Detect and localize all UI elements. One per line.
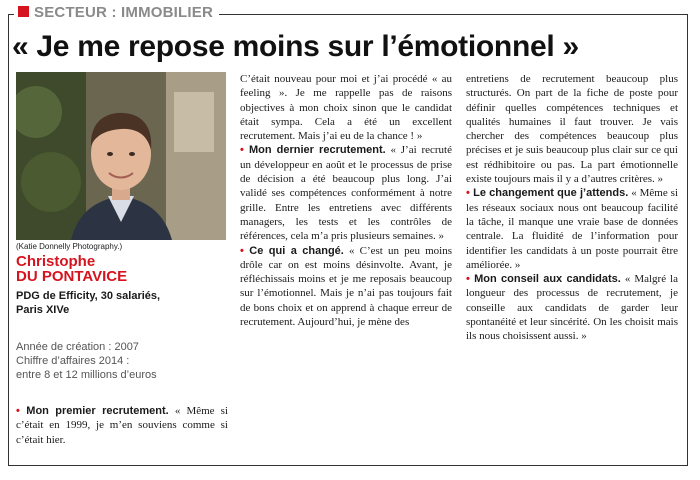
- section-text: « Même si c’était en 1999, je m’en souviens comme si c’était hier.: [16, 405, 229, 446]
- role-line: PDG de Efficity, 30 salariés,: [16, 290, 161, 302]
- red-square-icon: [18, 6, 29, 17]
- role-line: Paris XIVe: [16, 304, 70, 316]
- section-text: « Malgré la longueur des processus de recrutement, je conseille aux candidats de garder leur spontanéité et leur sincérité. On les choisit mais ils nous choisissent aussi. »: [466, 273, 678, 343]
- section-heading: • Ce qui a changé.: [240, 244, 344, 257]
- bullet-icon: •: [466, 273, 475, 286]
- person-first-name: Christophe: [16, 253, 96, 270]
- fact-line: Année de création : 2007: [16, 341, 139, 353]
- person-role: [16, 289, 226, 317]
- section-text: « J’ai recruté un développeur en août et le processus de prise de décision a été beaucoup plus long. J’ai validé ses compétences conformément à notre grille. Entre les entretiens avec différents managers, les tests et les contrôles de références, cela m’a pris plusieurs semaines. »: [240, 144, 452, 243]
- section-heading: • Mon dernier recrutement.: [240, 144, 386, 157]
- section-heading: • Mon conseil aux candidats.: [466, 273, 621, 286]
- portrait-photo: [16, 72, 226, 240]
- bullet-icon: •: [240, 144, 249, 157]
- section-text-continued: C’était nouveau pour moi et j’ai procédé « au feeling ». Je me rappelle pas de raisons objectives à mon choix sinon que le candidat était sympa. Cela a été un excellent recrutement. Mais j’ai eu de la chance ! »: [240, 73, 452, 143]
- section-label: SECTEUR : IMMOBILIER: [14, 4, 219, 21]
- person-name: [16, 254, 127, 284]
- section-heading: • Le changement que j’attends.: [466, 187, 629, 200]
- article-headline: « Je me repose moins sur l’émotionnel »: [12, 30, 579, 63]
- person-last-name: DU PONTAVICE: [16, 268, 128, 285]
- body-column-1: [16, 404, 228, 447]
- fact-line: entre 8 et 12 millions d’euros: [16, 369, 157, 381]
- body-column-2: [240, 72, 452, 329]
- section-text: « C’est un peu moins drôle car on est moins désinvolte. Avant, je réfléchissais moins et je me reposais beaucoup sur l’émotionnel. Mais je n’ai pas toujours fait de bons choix et on apprend à chaque erreur de recrutement. Aujourd’hui, je mène des: [240, 244, 452, 329]
- section-heading: • Mon premier recrutement.: [16, 405, 169, 417]
- portrait-illustration: [16, 72, 226, 240]
- bullet-icon: •: [16, 405, 27, 417]
- photo-credit: (Katie Donnelly Photography.): [16, 242, 123, 251]
- body-column-3: [466, 72, 678, 344]
- company-facts: [16, 340, 231, 382]
- section-text-continued: entretiens de recrutement beaucoup plus structurés. On part de la fiche de poste pour définir quelles compétences techniques et qualités humaines il faut trouver. Je vais chercher des compétences beaucoup plus précises et je suis beaucoup plus clair sur ce qui est rédhibitoire ou pas. La part émotionnelle existe toujours mais il y a d’autres critères. »: [466, 73, 678, 186]
- fact-line: Chiffre d’affaires 2014 :: [16, 355, 130, 367]
- bullet-icon: •: [240, 244, 250, 257]
- bullet-icon: •: [466, 187, 474, 200]
- section-text: « Même si les réseaux sociaux nous ont beaucoup facilité la tâche, il manque une vraie base de données centrale. La fluidité de l’information pour identifier les candidats à un poste pourrait être améliorée. »: [466, 187, 678, 271]
